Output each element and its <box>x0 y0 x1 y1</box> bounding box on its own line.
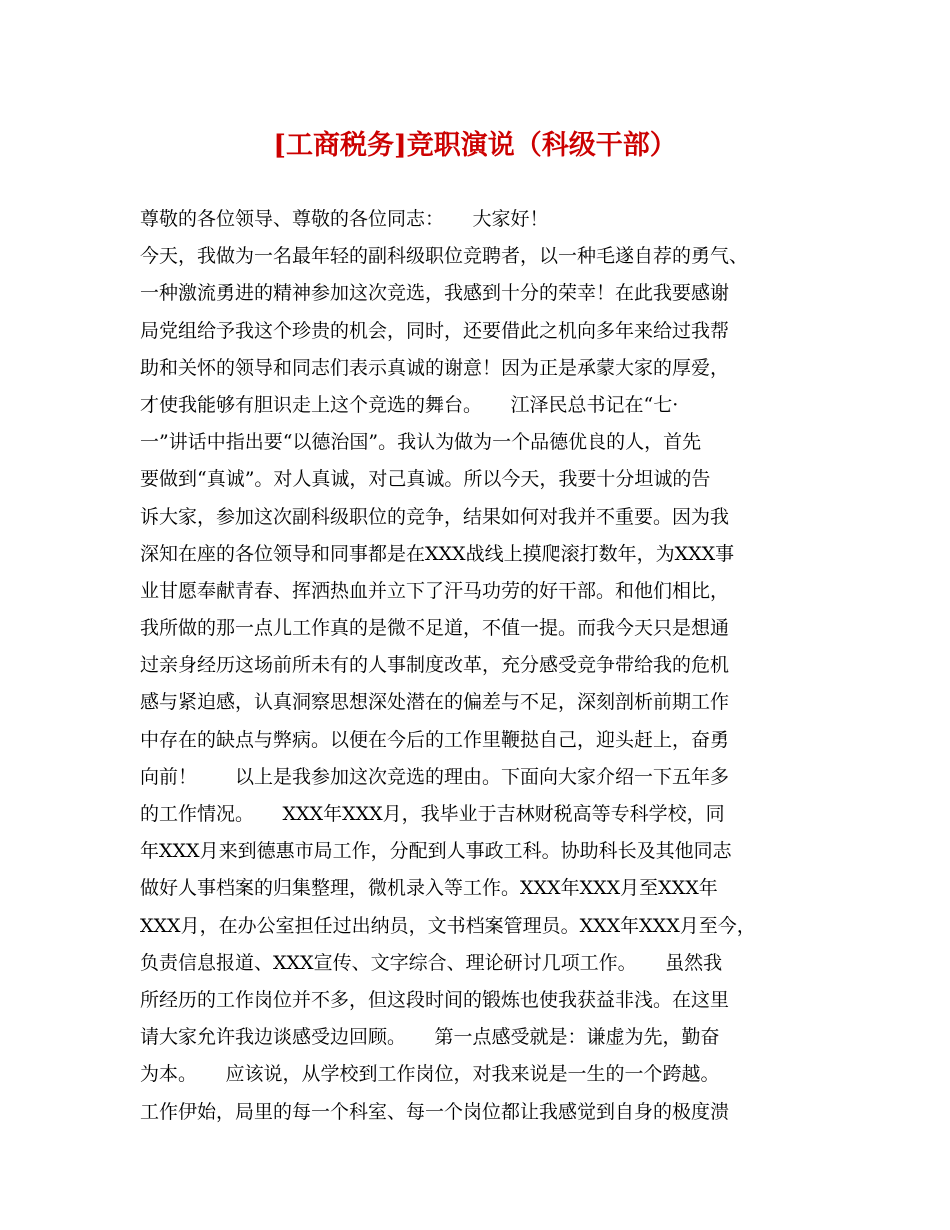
body-line: 所经历的工作岗位并不多，但这段时间的锻炼也使我获益非浅。在这里 <box>140 988 730 1011</box>
body-line: 为本。 应该说，从学校到工作岗位，对我来说是一生的一个跨越。 <box>140 1063 720 1086</box>
body-line: 年XXX月来到德惠市局工作，分配到人事政工科。协助科长及其他同志 <box>140 840 732 863</box>
document-body <box>140 201 830 1131</box>
body-line: 的工作情况。 XXX年XXX月，我毕业于吉林财税高等专科学校，同 <box>140 803 725 825</box>
body-line: 助和关怀的领导和同志们表示真诚的谢意！因为正是承蒙大家的厚爱， <box>140 356 730 379</box>
body-line: 一种激流勇进的精神参加这次竞选，我感到十分的荣幸！在此我要感谢 <box>140 282 730 305</box>
body-line: 请大家允许我边谈感受边回顾。 第一点感受就是：谦虚为先，勤奋 <box>140 1026 720 1049</box>
body-line: 尊敬的各位领导、尊敬的各位同志： 大家好！ <box>140 208 549 230</box>
body-line: XXX月，在办公室担任过出纳员，文书档案管理员。XXX年XXX月至今， <box>140 914 756 937</box>
body-line: 做好人事档案的归集整理，微机录入等工作。XXX年XXX月至XXX年 <box>140 877 718 900</box>
body-line: 要做到“真诚”。对人真诚，对己真诚。所以今天，我要十分坦诚的告 <box>140 468 711 491</box>
body-line: 业甘愿奉献青春、挥洒热血并立下了汗马功劳的好干部。和他们相比， <box>140 579 730 602</box>
body-line: 局党组给予我这个珍贵的机会，同时，还要借此之机向多年来给过我帮 <box>140 319 730 342</box>
body-line: 向前！ 以上是我参加这次竞选的理由。下面向大家介绍一下五年多 <box>140 765 730 788</box>
body-line: 今天，我做为一名最年轻的副科级职位竞聘者，以一种毛遂自荐的勇气、 <box>140 245 749 268</box>
body-line: 负责信息报道、XXX宣传、文字综合、理论研讨几项工作。 虽然我 <box>140 951 723 974</box>
document-title: [工商税务]竞职演说（科级干部） <box>273 130 677 161</box>
body-line: 一”讲话中指出要“以德治国”。我认为做为一个品德优良的人，首先 <box>140 431 702 454</box>
body-line: 我所做的那一点儿工作真的是微不足道，不值一提。而我今天只是想通 <box>140 617 730 640</box>
body-line: 工作伊始，局里的每一个科室、每一个岗位都让我感觉到自身的极度溃 <box>140 1100 730 1123</box>
body-line: 深知在座的各位领导和同事都是在XXX战线上摸爬滚打数年，为XXX事 <box>140 542 735 565</box>
body-line: 才使我能够有胆识走上这个竞选的舞台。 江泽民总书记在“七· <box>140 393 679 416</box>
body-line: 过亲身经历这场前所未有的人事制度改革，充分感受竞争带给我的危机 <box>140 654 730 677</box>
body-line: 感与紧迫感，认真洞察思想深处潜在的偏差与不足，深刻剖析前期工作 <box>140 691 730 714</box>
body-line: 中存在的缺点与弊病。以便在今后的工作里鞭挞自己，迎头赶上，奋勇 <box>140 728 730 751</box>
body-line: 诉大家，参加这次副科级职位的竞争，结果如何对我并不重要。因为我 <box>140 505 730 528</box>
